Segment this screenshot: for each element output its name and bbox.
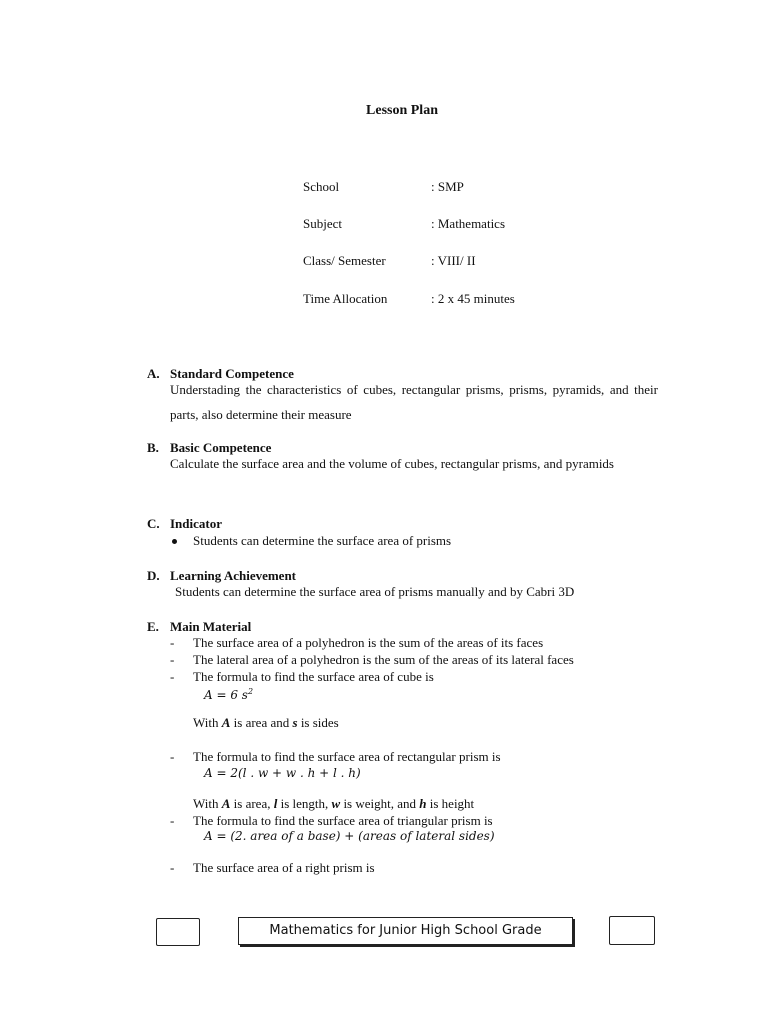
note-text: is sides bbox=[297, 715, 339, 730]
section-e-letter: E. bbox=[147, 619, 159, 634]
section-a-letter: A. bbox=[147, 366, 160, 381]
section-b-letter: B. bbox=[147, 440, 159, 455]
formula-rectangular-prism: A = 2(l . w + w . h + l . h) bbox=[204, 766, 361, 780]
material-item: The formula to find the surface area of triangular prism is bbox=[193, 813, 493, 828]
note-variable: h bbox=[419, 796, 427, 811]
note-text: With bbox=[193, 715, 222, 730]
note-text: is height bbox=[426, 796, 475, 811]
section-b-text: Calculate the surface area and the volume of cubes, rectangular prisms, and pyramids bbox=[170, 456, 614, 471]
bullet-icon bbox=[172, 539, 177, 544]
section-d-text: Students can determine the surface area of prisms manually and by Cabri 3D bbox=[175, 584, 575, 599]
note-variable: w bbox=[331, 796, 341, 811]
info-value-school: : SMP bbox=[431, 179, 464, 194]
material-item: The formula to find the surface area of cube is bbox=[193, 669, 434, 684]
material-item: The surface area of a polyhedron is the sum of the areas of its faces bbox=[193, 635, 544, 650]
note-text: is weight, and bbox=[340, 796, 420, 811]
material-item: The formula to find the surface area of rectangular prism is bbox=[193, 749, 501, 764]
note-text: With bbox=[193, 796, 222, 811]
dash-marker: - bbox=[170, 669, 175, 684]
note-rectangular-prism bbox=[193, 796, 474, 812]
dash-marker: - bbox=[170, 652, 175, 667]
note-cube bbox=[193, 715, 339, 731]
info-value-class: : VIII/ II bbox=[431, 253, 476, 268]
info-value-time: : 2 x 45 minutes bbox=[431, 291, 515, 306]
formula-cube bbox=[204, 687, 253, 702]
formula-cube-exponent: 2 bbox=[247, 687, 254, 696]
section-c-letter: C. bbox=[147, 516, 160, 531]
material-item: The lateral area of a polyhedron is the sum of the areas of its lateral faces bbox=[193, 652, 574, 667]
section-e-title: Main Material bbox=[170, 619, 252, 634]
footer-right-box bbox=[609, 916, 655, 945]
section-b-title: Basic Competence bbox=[170, 440, 272, 455]
footer-title-box: Mathematics for Junior High School Grade bbox=[238, 917, 573, 945]
indicator-item: Students can determine the surface area of prisms bbox=[193, 533, 452, 548]
note-text: is area, bbox=[230, 796, 274, 811]
info-value-subject: : Mathematics bbox=[431, 216, 506, 231]
note-variable: A bbox=[221, 715, 231, 730]
section-a-text: Understading the characteristics of cubes, rectangular prisms, prisms, pyramids, and their parts, also determine their measure bbox=[170, 382, 658, 422]
footer-left-box bbox=[156, 918, 200, 946]
note-text: is length, bbox=[277, 796, 332, 811]
info-label-school: School bbox=[303, 179, 340, 194]
dash-marker: - bbox=[170, 813, 175, 828]
note-variable: A bbox=[221, 796, 231, 811]
info-label-subject: Subject bbox=[303, 216, 342, 231]
formula-triangular-prism: A = (2. area of a base) + (areas of lateral sides) bbox=[204, 829, 495, 843]
note-variable: l bbox=[273, 796, 278, 811]
material-item: The surface area of a right prism is bbox=[193, 860, 375, 875]
dash-marker: - bbox=[170, 749, 175, 764]
info-label-time: Time Allocation bbox=[303, 291, 388, 306]
section-c-title: Indicator bbox=[170, 516, 222, 531]
page-title: Lesson Plan bbox=[366, 103, 438, 118]
formula-cube-main: A = 6 s bbox=[204, 688, 248, 702]
note-variable: s bbox=[292, 715, 298, 730]
section-d-letter: D. bbox=[147, 568, 160, 583]
info-label-class: Class/ Semester bbox=[303, 253, 386, 268]
section-d-title: Learning Achievement bbox=[170, 568, 297, 583]
section-a-title: Standard Competence bbox=[170, 366, 294, 381]
dash-marker: - bbox=[170, 860, 175, 875]
note-text: is area and bbox=[230, 715, 293, 730]
dash-marker: - bbox=[170, 635, 175, 650]
